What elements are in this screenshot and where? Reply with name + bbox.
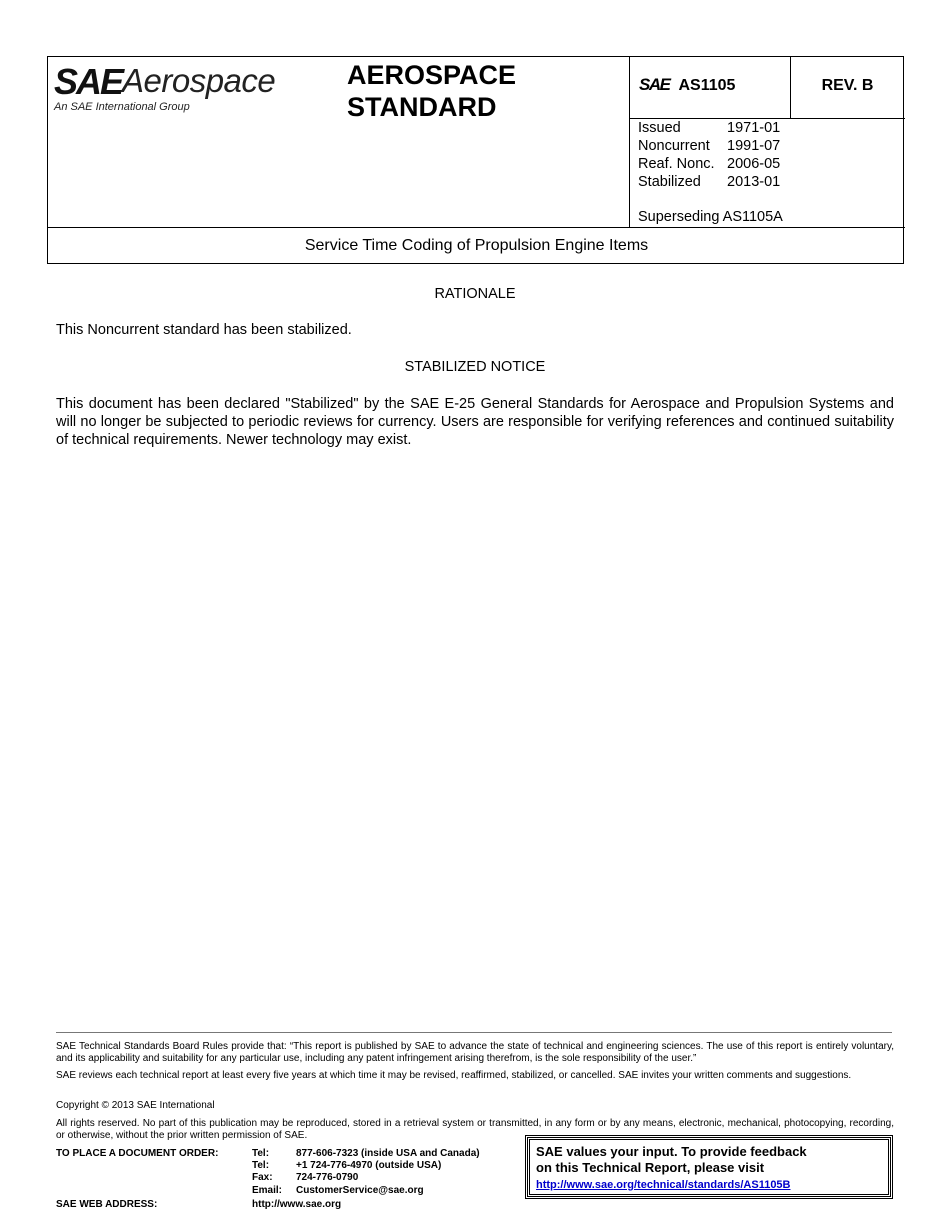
- date-row: Noncurrent 1991-07: [638, 138, 781, 154]
- email-link[interactable]: CustomerService@sae.org: [296, 1185, 424, 1196]
- document-title: Service Time Coding of Propulsion Engine Items: [304, 237, 649, 254]
- contact-row: Email: CustomerService@sae.org: [252, 1185, 424, 1196]
- contact-row: Fax: 724-776-0790: [252, 1172, 359, 1183]
- sae-mini-logo: SAE: [639, 75, 670, 94]
- sae-aerospace-logo: [54, 61, 294, 117]
- web-address-link[interactable]: http://www.sae.org: [252, 1199, 342, 1210]
- review-text: SAE reviews each technical report at least every five years at which time it may be revised, reaffirmed, stabilized, or cancelled. SAE invites your written comments and suggestions.: [56, 1070, 852, 1081]
- revision: REV. B: [821, 77, 874, 94]
- feedback-box: [527, 1137, 891, 1197]
- footer-rule: [56, 1032, 892, 1033]
- board-rules-text: SAE Technical Standards Board Rules provide that: “This report is published by SAE to advance the state of technical and engineering sciences. The use of this report is entirely voluntary, and its applicability and suitability for any particular use, including any patent infringement arising therefrom, is the sole responsibility of the user.”: [56, 1041, 894, 1064]
- stabilized-notice-heading: STABILIZED NOTICE: [404, 359, 546, 375]
- date-history: [638, 119, 780, 191]
- order-label: TO PLACE A DOCUMENT ORDER:: [56, 1148, 219, 1159]
- divider: [629, 57, 630, 227]
- feedback-link[interactable]: http://www.sae.org/technical/standards/AS1105B: [536, 1179, 791, 1191]
- document-number: AS1105: [678, 77, 736, 94]
- divider: [48, 227, 905, 228]
- feedback-line1: SAE values your input. To provide feedback: [536, 1144, 807, 1159]
- header-box: [47, 56, 904, 264]
- logo-name: Aerospace: [122, 62, 276, 99]
- logo-tagline: An SAE International Group: [54, 101, 190, 113]
- rights-text: All rights reserved. No part of this publication may be reproduced, stored in a retrieval system or transmitted, in any form or by any means, electronic, mechanical, photocopying, recording, or otherwise, without the prior written permission of SAE.: [56, 1118, 894, 1141]
- date-row: Stabilized 2013-01: [638, 174, 781, 190]
- rationale-heading: RATIONALE: [434, 286, 516, 302]
- superseding-note: Superseding AS1105A: [638, 209, 783, 225]
- stabilized-notice-text: This document has been declared "Stabilized" by the SAE E-25 General Standards for Aerospace and Propulsion Systems and will no longer be subjected to periodic reviews for currency. Users are responsible for verifying references and continued suitability of technical requirements. Newer technology may exist.: [56, 396, 894, 448]
- rationale-text: This Noncurrent standard has been stabilized.: [56, 322, 352, 338]
- document-type: [347, 59, 516, 123]
- copyright: Copyright © 2013 SAE International: [56, 1100, 215, 1111]
- date-row: Issued 1971-01: [638, 120, 781, 136]
- contact-row: Tel: 877-606-7323 (inside USA and Canada): [252, 1148, 480, 1159]
- date-row: Reaf. Nonc. 2006-05: [638, 156, 781, 172]
- document-type-line1: AEROSPACE: [347, 60, 517, 90]
- web-address-label: SAE WEB ADDRESS:: [56, 1199, 158, 1210]
- document-number-cell: [639, 75, 735, 95]
- feedback-line2: on this Technical Report, please visit: [536, 1160, 765, 1175]
- logo-mark: SAE: [54, 61, 123, 102]
- document-type-line2: STANDARD: [347, 92, 497, 122]
- contact-row: Tel: +1 724-776-4970 (outside USA): [252, 1160, 442, 1171]
